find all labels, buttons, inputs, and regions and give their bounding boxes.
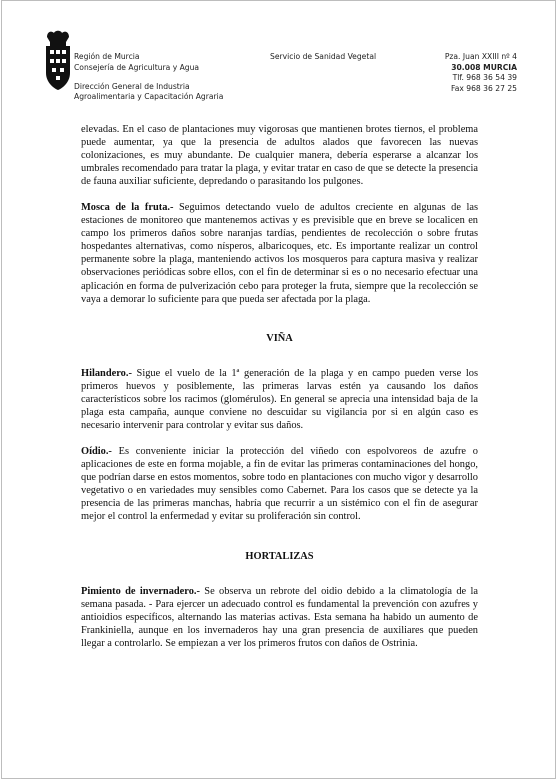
pest-advice-text: elevadas. En el caso de plantaciones muy vigorosas que mantienen brotes tiernos, el problema puede aumentar, ya que la presencia de adultos alados que favorecen las nuevas colonizaciones, es muy abundante. De cualquier manera, debería esperarse a alcanzar los umbrales recomendado para tratar la plaga, y evitar tratar en caso de que se detecte la presencia de fauna auxiliar suficiente, depredando o parasitando los pulgones. <box>81 124 478 188</box>
header-spacer <box>74 73 254 82</box>
organization-block <box>74 52 254 103</box>
service-name: Servicio de Sanidad Vegetal <box>270 52 377 61</box>
grape-moth-title: Hilandero.- <box>81 367 132 379</box>
letterhead <box>0 0 559 115</box>
directorate-name: Dirección General de Industria <box>74 81 190 91</box>
pest-advice-paragraph <box>81 123 478 188</box>
region-name: Región de Murcia <box>74 52 140 61</box>
powdery-mildew-text: Es conveniente iniciar la protección del viñedo con espolvoreos de azufre o aplicaciones de este en forma mojable, a fin de evitar las primeras contaminaciones del hongo, que podrían darse en estos momentos, sobre todo en plantaciones con mucho vigor y desarrollo vegetativo o en variedades muy sensibles como Cabernet. Para los casos que se detecte ya la presencia de las primeras manchas, habría que recurrir a un sistémico con el fin de asegurar mejor el control la enfermedad y evitar su proliferación sin control. <box>81 445 478 523</box>
grape-moth-text: Sigue el vuelo de la 1ª generación de la plaga y en campo pueden verse los primeros huevos y posiblemente, las primeras larvas estén ya causando los daños característicos sobre los racimos (glomérulos). En general se aprecia una intensidad baja de la plaga esta campaña, aunque conviene no descuidar su vigilancia por si en algún caso es necesario intervenir para controlar y evitar sus daños. <box>81 367 478 431</box>
fax-number: Fax 968 36 27 25 <box>451 83 517 93</box>
directorate-name-continued: Agroalimentaria y Capacitación Agraria <box>74 92 224 102</box>
fruit-fly-title: Mosca de la fruta.- <box>81 202 174 214</box>
telephone-number: Tlf. 968 36 54 39 <box>452 73 517 83</box>
postal-city: 30.008 MURCIA <box>451 62 517 72</box>
fruit-fly-paragraph <box>81 201 478 305</box>
greenhouse-pepper-title: Pimiento de invernadero.- <box>81 586 200 598</box>
greenhouse-pepper-paragraph <box>81 585 478 650</box>
section-heading-hortalizas: HORTALIZAS <box>245 551 314 563</box>
powdery-mildew-title: Oídio.- <box>81 445 112 457</box>
street-address: Pza. Juan XXIII nº 4 <box>444 52 517 61</box>
fruit-fly-text: Seguimos detectando vuelo de adultos creciente en algunas de las estaciones de monitoreo que mantenemos activas y es previsible que en breve se localicen en campo los primeros daños sobre naranjas tardías, pendientes de recolección o sobre frutas hospedantes alternativas, como nísperos, albaricoques, etc. Es importante realizar un control permanente sobre la plaga, manteniendo activos los mosqueros para captura masiva y realizar observaciones periódicas sobre ellos, con el fin de determinar si es o no necesario efectuar una aplicación en forma de pulverización cebo para proteger la fruta, siempre que la recolección se vaya a demorar lo suficiente para que pueda ser afectada por la plaga. <box>81 202 478 305</box>
address-block <box>408 52 517 94</box>
greenhouse-pepper-text: Se observa un rebrote del oidio debido a la climatología de la semana pasada. - Para ejercer un adecuado control es fundamental la prevención con azufres y antioidios específicos, alternando las materias activas. Esta semana ha habido un aumento de Frankiniella, aunque en los invernaderos hay una gran presencia de auxiliares que pueden llegar a controlarlo. Se empiezan a ver los primeros frutos con daños de Ostrinia. <box>81 586 478 650</box>
ministry-name: Consejería de Agricultura y Agua <box>74 62 200 72</box>
murcia-crest-icon <box>41 28 75 92</box>
powdery-mildew-paragraph <box>81 445 478 523</box>
document-body <box>81 123 478 650</box>
grape-moth-paragraph <box>81 367 478 432</box>
section-heading-vina: VIÑA <box>266 332 293 344</box>
